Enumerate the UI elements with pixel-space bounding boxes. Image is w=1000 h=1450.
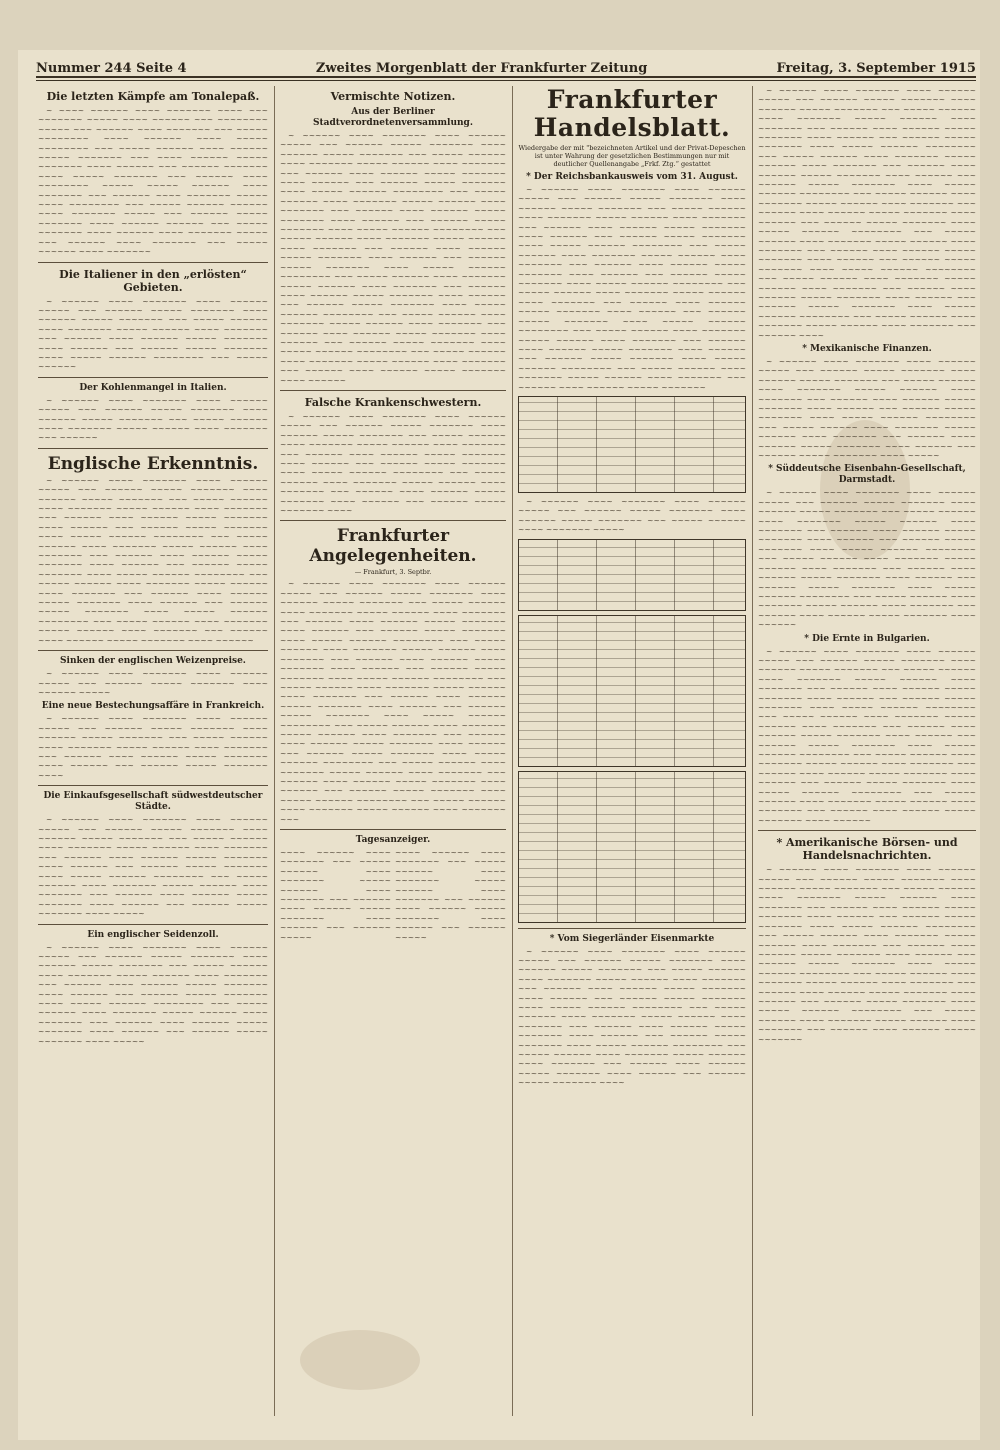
article-text: ~ ~~~~~~ ~~~~ ~~~~~~~ ~~~~ ~~~~~~ ~~~~~ ~~~ ~~~~~~ ~~~~~ ~~~~~~~ ~~~~ ~~~~~~ ~~~~~ ~~~~~~~ ~~~ ~~~~~ ~~~~~~ ~~~~ ~~~~~~~ ~~~~~ ~~~~~~ ~~~~ ~~~~~~~ ~~~ ~~~~~~ ~~~~ ~~~~~~ ~~~~~ ~~~~~~~ ~~~~ ~~~~~~ ~~~ ~~~~~~ ~~~~~ ~~~~~~~ ~~~~ ~~~~~ ~~~~~~ ~~~~~~~~ ~~~ ~~~~~ ~~~~~~ ~~~~ ~~~~~~~ ~~~~~ ~~~~~~ ~~~~ ~~~~~~~ ~~~ ~~~~~~ ~~~~ ~~~~~~ ~~~~~ ~~~~~~~ ~~~~ ~~~~~~ ~~~ ~~~~~~ ~~~~~ ~~~~~~~ ~~~~ ~~~~~ ~~~~~~ ~~~~~~~~ ~~~ ~~~~~ ~~~~~~ ~~~~ ~~~~~~~ ~~~~~ ~~~~~~ ~~~~ ~~~~~~~ ~~~ ~~~~~~ ~~~~ ~~~~~~ ~~~~~ ~~~~~~~ ~~~~ ~~~~~~ ~~~ ~~~~~~ ~~~~~ ~~~~~~~ ~~~~ ~~~~~ ~~~~~~ ~~~~~~~~ ~~~ ~~~~~ ~~~~~~ ~~~~ ~~~~~~~ ~~~~~ ~~~~~~ ~~~~ ~~~~~~~ ~~~ ~~~~~~ ~~~~ ~~~~~~ ~~~~~ ~~~~~~~ ~~~~ ~~~~~~ ~~~ ~~~~~~ ~~~~~ ~~~~~~~ ~~~~ ~~~~~ ~~~~~~ ~~~~~~~~ ~~~ ~~~~~ ~~~~~~ ~~~~ ~~~~~~~ ~~~~~ ~~~~~~ ~~~~ ~~~~~~~ ~~~ ~~~~~~ ~~~~ ~~~~~~ ~~~~~ ~~~~~~~ bbox=[518, 185, 746, 392]
headline: Englische Erkenntnis. bbox=[47, 453, 259, 474]
article-text: ~ ~~~~~~ ~~~~ ~~~~~~~ ~~~~ ~~~~~~ ~~~~~ ~~~ ~~~~~~ ~~~~~ ~~~~~~~ ~~~~ ~~~~~~ ~~~~~ ~~~~~~~ ~~~ ~~~~~ ~~~~~~ ~~~~ ~~~~~~~ ~~~~~ ~~~~~~ ~~~~ ~~~~~~~ ~~~ ~~~~~~ ~~~~ ~~~~~~ ~~~~~ ~~~~~~~ ~~~~ ~~~~~~ ~~~ ~~~~~~ ~~~~~ ~~~~~~~ ~~~~ ~~~~~ ~~~~~~ ~~~~~~~~ ~~~ ~~~~~ ~~~~~~ ~~~~ ~~~~~~~ ~~~~~ ~~~~~~ ~~~~ ~~~~~~~ ~~~ ~~~~~~ ~~~~ ~~~~~~ ~~~~~ ~~~~~~~ ~~~~ ~~~~~~ ~~~ ~~~~~~ ~~~~~ ~~~~~~~ ~~~~ ~~~~~ ~~~~~~ ~~~~~~~~ ~~~ ~~~~~ ~~~~~~ ~~~~ ~~~~~~~ ~~~~~ ~~~~~~ ~~~~ ~~~~~~~ ~~~ ~~~~~~ ~~~~ ~~~~~~ ~~~~~ ~~~~~~~ ~~~~ ~~~~~~ ~~~ ~~~~~~ ~~~~~ ~~~~~~~ ~~~~ ~~~~~ ~~~~~~ ~~~~~~~~ ~~~ ~~~~~ ~~~~~~ ~~~~ ~~~~~~~ ~~~~~ ~~~~~~ ~~~~ ~~~~~~~ ~~~ ~~~~~~ ~~~~ ~~~~~~ ~~~~~ ~~~~~~~ ~~~~ ~~~~~~ ~~~ ~~~~~~ ~~~~~ ~~~~~~~ ~~~~ ~~~~~ ~~~~~~ ~~~~~~~~ ~~~ ~~~~~ ~~~~~~ ~~~~ ~~~~~~~ ~~~~~ ~~~~~~ ~~~~ ~~~~~~~ ~~~ ~~~~~~ ~~~~ ~~~~~~ ~~~~~ ~~~~~~~ ~~~~ ~~~~~~ ~~~ ~~~~~~ ~~~~~ ~~~~~~~ ~~~~ ~~~~~ ~~~~~~ ~~~~~~~~ ~~~ ~~~~~ ~~~~~~ ~~~~ ~~~~~~~ ~~~~~ ~~~~~~ ~~~~ ~~~~~~~ ~~~ bbox=[280, 579, 506, 824]
dateline: — Frankfurt, 3. Septbr. bbox=[354, 568, 432, 577]
headline: Frankfurter Angelegenheiten. bbox=[309, 526, 477, 567]
column-rule bbox=[512, 86, 513, 1416]
column-2 bbox=[280, 86, 506, 1421]
article-text: ~ ~~~~~~ ~~~~ ~~~~~~~ ~~~~ ~~~~~~ ~~~~~ ~~~ ~~~~~~ ~~~~~ ~~~~~~~ ~~~~ ~~~~~~ ~~~~~ ~~~~~~~ ~~~ ~~~~~ ~~~~~~ ~~~~ ~~~~~~~ ~~~~~ ~~~~~~ ~~~~ ~~~~~~~ ~~~ ~~~~~~ ~~~~ ~~~~~~ ~~~~~ ~~~~~~~ ~~~~ ~~~~~~ ~~~ ~~~~~~ ~~~~~ ~~~~~~~ ~~~~ ~~~~~ ~~~~~~ ~~~~~~~~ ~~~ ~~~~~ ~~~~~~ ~~~~ ~~~~~~~ ~~~~~ ~~~~~~ ~~~~ ~~~~~~~ ~~~ ~~~~~~ ~~~~ ~~~~~~ ~~~~~ ~~~~~~~ ~~~~ ~~~~~~ ~~~ ~~~~~~ ~~~~~ ~~~~~~~ ~~~~ ~~~~~ ~~~~~~ ~~~~~~~~ ~~~ ~~~~~ ~~~~~~ ~~~~ ~~~~~~~ ~~~~~ ~~~~~~ ~~~~ ~~~~~~~ ~~~ ~~~~~~ ~~~~ ~~~~~~ ~~~~~ ~~~~~~~ ~~~~ ~~~~~~ ~~~ ~~~~~~ ~~~~~ ~~~~~~~ ~~~~ bbox=[518, 946, 746, 1088]
headline: Eine neue Bestechungsaffäre in Frankreich. bbox=[41, 701, 265, 712]
statistics-table bbox=[518, 396, 746, 493]
headline: * Mexikanische Finanzen. bbox=[802, 343, 932, 354]
column-rule bbox=[752, 86, 753, 1416]
article-text: ~ ~~~~~~ ~~~~ ~~~~~~~ ~~~~ ~~~~~~ ~~~~~ ~~~ ~~~~~~ ~~~~~ ~~~~~~~ ~~~~ ~~~~~~ ~~~~~ ~~~~~~~ ~~~ ~~~~~ ~~~~~~ ~~~~ ~~~~~~~ ~~~~~ ~~~~~~ ~~~~ ~~~~~~~ ~~~ ~~~~~~ bbox=[38, 395, 268, 443]
statistics-table bbox=[518, 615, 746, 767]
headline: Falsche Krankenschwestern. bbox=[304, 395, 482, 409]
header-rule bbox=[36, 80, 976, 81]
headline: Tagesanzeiger. bbox=[355, 835, 431, 845]
headline: * Vom Siegerländer Eisenmarkte bbox=[549, 933, 715, 944]
headline: * Amerikanische Börsen- und Handelsnachrichten. bbox=[776, 836, 958, 863]
headline: Die letzten Kämpfe am Tonalepaß. bbox=[46, 90, 260, 103]
masthead-line: Zweites Morgenblatt der Frankfurter Zeitung bbox=[315, 61, 648, 76]
section-subtitle: Wiedergabe der mit "bezeichneten Artikel und der Privat-Depeschen ist unter Wahrung der gesetzlichen Bestimmungen nur mit deutlicher Quellenangabe „Frkf. Ztg.“ gestattet bbox=[518, 144, 746, 168]
headline: Vermischte Notizen. bbox=[330, 90, 456, 103]
headline: Sinken der englischen Weizenpreise. bbox=[60, 656, 246, 667]
statistics-table bbox=[518, 771, 746, 923]
article-text: ~ ~~~~~~ ~~~~ ~~~~~~~ ~~~~ ~~~~~~ ~~~~~ ~~~ ~~~~~~ ~~~~~ ~~~~~~~ ~~~~ ~~~~~~ ~~~~~ ~~~~~~~ ~~~ ~~~~~ ~~~~~~ ~~~~ ~~~~~~~ ~~~~~ ~~~~~~ ~~~~ ~~~~~~~ ~~~ ~~~~~~ ~~~~ ~~~~~~ ~~~~~ ~~~~~~~ ~~~~ ~~~~~~ ~~~ ~~~~~~ ~~~~~ ~~~~~~~ ~~~~ ~~~~~ ~~~~~~ ~~~~~~~~ ~~~ ~~~~~ ~~~~~~ ~~~~ ~~~~~~~ ~~~~~ ~~~~~~ ~~~~ ~~~~~~~ ~~~ ~~~~~~ ~~~~ ~~~~~~ ~~~~~ ~~~~~~~ ~~~~ ~~~~~~ ~~~ ~~~~~~ ~~~~~ ~~~~~~~ ~~~~ ~~~~~ ~~~~~~ ~~~~~~~~ ~~~ ~~~~~ ~~~~~~ ~~~~ ~~~~~~~ ~~~~~ ~~~~~~ ~~~~ ~~~~~~~ ~~~ ~~~~~~ ~~~~ ~~~~~~ ~~~~~ ~~~~~~~ ~~~~ ~~~~~~ ~~~ ~~~~~~ ~~~~~ ~~~~~~~ ~~~~ ~~~~~ ~~~~~~ ~~~~~~~~ ~~~ ~~~~~ ~~~~~~ ~~~~ ~~~~~~~ ~~~~~ ~~~~~~ ~~~~ ~~~~~~~ ~~~ ~~~~~~ ~~~~ ~~~~~~ ~~~~~ ~~~~~~~ ~~~~ ~~~~~~ bbox=[758, 646, 976, 825]
headline: * Süddeutsche Eisenbahn-Gesellschaft, Darmstadt. bbox=[768, 464, 966, 486]
statistics-table bbox=[518, 539, 746, 611]
article-text: ~ ~~~~~~ ~~~~ ~~~~~~~ ~~~~ ~~~~~~ ~~~~~ ~~~ ~~~~~~ ~~~~~ ~~~~~~~ ~~~~ ~~~~~~ ~~~~~ ~~~~~~~ ~~~ ~~~~~ ~~~~~~ ~~~~ ~~~~~~~ ~~~~~ ~~~~~~ ~~~~ ~~~~~~~ ~~~ ~~~~~~ ~~~~ ~~~~~~ ~~~~~ ~~~~~~~ ~~~~ ~~~~~~ ~~~ ~~~~~~ ~~~~~ ~~~~~~~ ~~~~ bbox=[38, 714, 268, 780]
issue-date: Freitag, 3. September 1915 bbox=[776, 61, 976, 76]
article-text: ~ ~~~~~~ ~~~~ ~~~~~~~ ~~~~ ~~~~~~ ~~~~~ ~~~ ~~~~~~ ~~~~~ ~~~~~~~ ~~~~ ~~~~~~ ~~~~~ ~~~~~~~ ~~~ ~~~~~ ~~~~~~ ~~~~ ~~~~~~~ ~~~~~ ~~~~~~ ~~~~ ~~~~~~~ ~~~ ~~~~~~ ~~~~ ~~~~~~ ~~~~~ ~~~~~~~ ~~~~ ~~~~~~ ~~~ ~~~~~~ ~~~~~ ~~~~~~~ ~~~~ ~~~~~ ~~~~~~ ~~~~~~~~ ~~~ ~~~~~ ~~~~~~ ~~~~ ~~~~~~~ ~~~~~ ~~~~~~ ~~~~ ~~~~~~~ ~~~ ~~~~~~ ~~~~ ~~~~~~ ~~~~~ ~~~~~~~ ~~~~ ~~~~~~ ~~~ ~~~~~~ ~~~~~ ~~~~~~~ ~~~~ ~~~~~ ~~~~~~ ~~~~~~~~ ~~~ ~~~~~ ~~~~~~ ~~~~ ~~~~~~~ ~~~~~ ~~~~~~ ~~~~ ~~~~~~~ ~~~ ~~~~~~ ~~~~ ~~~~~~ ~~~~~ ~~~~~~~ ~~~~ ~~~~~~ ~~~ ~~~~~~ ~~~~~ ~~~~~~~ ~~~~ ~~~~~ ~~~~~~ ~~~~~~~~ ~~~ ~~~~~ ~~~~~~ ~~~~ ~~~~~~~ ~~~~~ ~~~~~~ ~~~~ ~~~~~~~ ~~~ ~~~~~~ ~~~~ ~~~~~~ ~~~~~ ~~~~~~~ ~~~~ ~~~~~~ bbox=[38, 475, 268, 645]
column-4 bbox=[758, 86, 976, 1421]
article-text: ~ ~~~~~~ ~~~~ ~~~~~~~ ~~~~ ~~~~~~ ~~~~~ ~~~ ~~~~~~ ~~~~~ ~~~~~~~ ~~~~ ~~~~~~ ~~~~~ ~~~~~~~ ~~~ ~~~~~ ~~~~~~ ~~~~ ~~~~~~~ ~~~~~ ~~~~~~ ~~~~ ~~~~~~~ ~~~ ~~~~~~ ~~~~ ~~~~~~ ~~~~~ ~~~~~~~ ~~~~ ~~~~~~ ~~~ ~~~~~~ ~~~~~ ~~~~~~~ ~~~~ ~~~~~ ~~~~~~ ~~~~~~~~ ~~~ ~~~~~ ~~~~~~ ~~~~ ~~~~~~~ ~~~~~ ~~~~~~ ~~~~ ~~~~~~~ ~~~ ~~~~~~ ~~~~ ~~~~~~ ~~~~~ ~~~~~~~ ~~~~ ~~~~~~ ~~~ ~~~~~~ ~~~~~ ~~~~~~~ ~~~~ ~~~~~ ~~~~~~ ~~~~~~~~ ~~~ ~~~~~ ~~~~~~ ~~~~ ~~~~~~~ ~~~~~ ~~~~~~ ~~~~ ~~~~~~~ ~~~ ~~~~~~ ~~~~ ~~~~~~ ~~~~~ ~~~~~~~ ~~~~ ~~~~~~ ~~~ ~~~~~~ ~~~~~ ~~~~~~~ ~~~~ ~~~~~ ~~~~~~ ~~~~~~~~ ~~~ ~~~~~ ~~~~~~ ~~~~ ~~~~~~~ ~~~~~ ~~~~~~ ~~~~ ~~~~~~~ ~~~ ~~~~~~ ~~~~ ~~~~~~ ~~~~~ ~~~~~~~ ~~~~ ~~~~~~ ~~~ ~~~~~~ ~~~~~ ~~~~~~~ ~~~~ ~~~~~ ~~~~~~ ~~~~~~~~ ~~~ ~~~~~ ~~~~~~ ~~~~ ~~~~~~~ ~~~~~ ~~~~~~ ~~~~ ~~~~~~~ ~~~ ~~~~~~ ~~~~ ~~~~~~ ~~~~~ ~~~~~~~ ~~~~ ~~~~~~ ~~~ ~~~~~~ ~~~~~ ~~~~~~~ ~~~~ ~~~~~ ~~~~~~ ~~~~~~~~ ~~~ ~~~~~ ~~~~~~ ~~~~ ~~~~~~~ ~~~~~ ~~~~~~ ~~~~ ~~~~~~~ ~~~ ~~~~~~ ~~~~ ~~~~~~ ~~~~~ ~~~~~~~ ~~~~ ~~~~~~ bbox=[280, 131, 506, 385]
page-header bbox=[36, 54, 976, 78]
headline: * Die Ernte in Bulgarien. bbox=[804, 633, 930, 644]
article-text: ~ ~~~~~~ ~~~~ ~~~~~~~ ~~~~ ~~~~~~ ~~~~~ ~~~ ~~~~~~ ~~~~~ ~~~~~~~ ~~~~ ~~~~~~ ~~~~~ ~~~~~~~ ~~~ ~~~~~ ~~~~~~ ~~~~ ~~~~~~~ ~~~~~ ~~~~~~ ~~~~ ~~~~~~~ ~~~ ~~~~~~ ~~~~ ~~~~~~ ~~~~~ ~~~~~~~ ~~~~ ~~~~~~ ~~~ ~~~~~~ ~~~~~ ~~~~~~~ ~~~~ ~~~~~ ~~~~~~ ~~~~~~~~ ~~~ ~~~~~ ~~~~~~ ~~~~ ~~~~~~~ ~~~~~ ~~~~~~ ~~~~ ~~~~~~~ ~~~ ~~~~~~ ~~~~ ~~~~~~ ~~~~~ ~~~~~~~ ~~~~ ~~~~~~ ~~~ ~~~~~~ ~~~~~ ~~~~~~~ ~~~~ ~~~~~ ~~~~~~ ~~~~~~~~ ~~~ ~~~~~ ~~~~~~ ~~~~ ~~~~~~~ ~~~~~ ~~~~~~ ~~~~ ~~~~~~~ ~~~ ~~~~~~ ~~~~ ~~~~~~ ~~~~~ ~~~~~~~ ~~~~ ~~~~~~ bbox=[758, 488, 976, 630]
article-text: ~ ~~~~~~ ~~~~ ~~~~~~~ ~~~~ ~~~~~~ ~~~~~ ~~~ ~~~~~~ ~~~~~ ~~~~~~~ ~~~~ ~~~~~~ ~~~~~ ~~~~~~~ ~~~ ~~~~~ ~~~~~~ ~~~~ ~~~~~~~ ~~~~~ ~~~~~~ ~~~~ ~~~~~~~ ~~~ ~~~~~~ ~~~~ ~~~~~~ ~~~~~ ~~~~~~~ ~~~~ ~~~~~~ ~~~ ~~~~~~ ~~~~~ ~~~~~~~ ~~~~ ~~~~~ ~~~~~~ ~~~~~~~~ ~~~ ~~~~~ ~~~~~~ ~~~~ ~~~~~~~ ~~~~~ ~~~~~~ ~~~~ ~~~~~~~ ~~~ ~~~~~~ ~~~~ ~~~~~~ ~~~~~ ~~~~~~~ ~~~~ ~~~~~~ ~~~ ~~~~~~ ~~~~~ ~~~~~~~ ~~~~ ~~~~~ bbox=[38, 815, 268, 919]
listing-col: ~~~~ ~~~~~~ ~~~~ ~~~~~~~ ~~~ ~~~~~ ~~~~~~ ~~~~ ~~~~~~~ ~~~~~ ~~~~~~ ~~~~ ~~~~~~~ ~~~ ~~~~~~ ~~~~ ~~~~~~ ~~~~~ ~~~~~~~ ~~~~ ~~~~~~ ~~~ ~~~~~~ ~~~~~ bbox=[395, 848, 506, 942]
page-number: Nummer 244 Seite 4 bbox=[36, 61, 187, 76]
article-text: ~ ~~~~~~ ~~~~ ~~~~~~~ ~~~~ ~~~~~~ ~~~~~ ~~~ ~~~~~~ ~~~~~ ~~~~~~~ ~~~~ ~~~~~~ ~~~~~ ~~~~~~~ ~~~ ~~~~~ ~~~~~~ ~~~~ ~~~~~~~ ~~~~~ ~~~~~~ ~~~~ ~~~~~~~ ~~~ ~~~~~~ ~~~~ ~~~~~~ ~~~~~ ~~~~~~~ ~~~~ ~~~~~~ ~~~ ~~~~~~ ~~~~~ ~~~~~~~ ~~~~ ~~~~~ ~~~~~~ ~~~~~~~~ ~~~ ~~~~~ ~~~~~~ ~~~~ ~~~~~~~ ~~~~~ ~~~~~~ ~~~~ ~~~~~~~ ~~~ ~~~~~~ ~~~~ ~~~~~~ ~~~~~ ~~~~~~~ ~~~~ ~~~~~~ ~~~ ~~~~~~ ~~~~~ ~~~~~~~ ~~~~ ~~~~~ ~~~~~~ ~~~~~~~~ ~~~ ~~~~~ ~~~~~~ ~~~~ ~~~~~~~ ~~~~~ ~~~~~~ ~~~~ ~~~~~~~ ~~~ ~~~~~~ ~~~~ ~~~~~~ ~~~~~ ~~~~~~~ ~~~~ ~~~~~~ ~~~ ~~~~~~ ~~~~~ ~~~~~~~ ~~~~ ~~~~~ ~~~~~~ ~~~~~~~~ ~~~ ~~~~~ ~~~~~~ ~~~~ ~~~~~~~ ~~~~~ ~~~~~~ ~~~~ ~~~~~~~ ~~~ ~~~~~~ ~~~~ ~~~~~~ ~~~~~ ~~~~~~~ bbox=[758, 865, 976, 1044]
headline: Die Italiener in den „erlösten“ Gebieten. bbox=[59, 267, 247, 294]
headline: Die Einkaufsgesellschaft südwestdeutscher Städte. bbox=[43, 791, 263, 813]
headline: * Der Reichsbankausweis vom 31. August. bbox=[526, 172, 738, 182]
article-text: ~ ~~~~~~ ~~~~ ~~~~~~~ ~~~~ ~~~~~~ ~~~~~ ~~~ ~~~~~~ ~~~~~ ~~~~~~~ ~~~~ ~~~~~~ ~~~~~ ~~~~~~~ ~~~ ~~~~~ ~~~~~~ ~~~~ ~~~~~~~ ~~~~~ ~~~~~~ ~~~~ ~~~~~~~ ~~~ ~~~~~~ ~~~~ ~~~~~~ ~~~~~ ~~~~~~~ ~~~~ ~~~~~~ ~~~ ~~~~~~ ~~~~~ ~~~~~~~ ~~~~ ~~~~~ ~~~~~~ ~~~~~~~~ ~~~ ~~~~~ ~~~~~~ ~~~~ ~~~~~~~ ~~~~~ ~~~~~~ ~~~~ ~~~~~~~ ~~~ ~~~~~~ ~~~~ ~~~~~~ ~~~~~ ~~~~~~~ ~~~~ ~~~~~~ ~~~ ~~~~~~ ~~~~~ ~~~~~~~ ~~~~ ~~~~~ bbox=[758, 356, 976, 461]
article-text: ~ ~~~~~~ ~~~~ ~~~~~~~ ~~~~ ~~~~~~ ~~~~~ ~~~ ~~~~~~ ~~~~~ ~~~~~~~ ~~~~ ~~~~~~ ~~~~~ ~~~~~~~ ~~~ ~~~~~ ~~~~~~ ~~~~ ~~~~~~~ ~~~~~ ~~~~~~ ~~~~ ~~~~~~~ ~~~ ~~~~~~ ~~~~ ~~~~~~ ~~~~~ ~~~~~~~ ~~~~ ~~~~~~ ~~~ ~~~~~~ ~~~~~ ~~~~~~~ ~~~~ ~~~~~ ~~~~~~ ~~~~~~~~ ~~~ ~~~~~ ~~~~~~ ~~~~ ~~~~~~~ ~~~~~ ~~~~~~ ~~~~ ~~~~~~~ ~~~ ~~~~~~ ~~~~ ~~~~~~ ~~~~~ ~~~~~~~ ~~~~ ~~~~~~ ~~~ ~~~~~~ ~~~~~ ~~~~~~~ ~~~~ bbox=[280, 411, 506, 516]
subheadline: Aus der Berliner Stadtverordnetenversammlung. bbox=[313, 107, 473, 128]
article-text: ~ ~~~~~~ ~~~~ ~~~~~~~ ~~~~ ~~~~~~ ~~~~~ ~~~ ~~~~~~ ~~~~~ ~~~~~~~ ~~~~ ~~~~~~ ~~~~~ ~~~~~~~ ~~~ ~~~~~ ~~~~~~ ~~~~ ~~~~~~~ ~~~~~ bbox=[518, 496, 746, 535]
section-title: Frankfurter Handelsblatt. bbox=[533, 86, 731, 142]
column-rule bbox=[274, 86, 275, 1416]
article-text: ~ ~~~~ ~~~~~~ ~~~~ ~~~~~~~ ~~~~ ~~~ ~~~~~~~ ~~~~~ ~~~~ ~~~~~~ ~~~ ~~~~~~~~ ~~~~~ ~~~ ~~~~~~ ~~~~ ~~~~~~~ ~~~ ~~~~~ ~~~~~~~~ ~~~~ ~~~~~~ ~~~~ ~~~~~ ~~~~~~~~ ~~~ ~~~~~ ~~~~~~ ~~~~ ~~~~~~ ~~~~~ ~~~~~~~ ~~~ ~~~~ ~~~~~~ ~~~~~ ~~~~~~~ ~~~~ ~~~~~~ ~~~ ~~~~~~ ~~~~~~~ ~~~~ ~~~~~ ~~~~~~~ ~~~ ~~~~~~ ~~~~ ~~~~~~~~ ~~~~~ ~~~~~ ~~~~~~ ~~~~ ~~~~~~~ ~~~ ~~~~~~ ~~~~ ~~~~~~~ ~~~~~ ~~~~ ~~~~~~~~ ~~~ ~~~~~ ~~~~~~ ~~~~~~ ~~~~ ~~~~~~~ ~~~~~ ~~~ ~~~~~~ ~~~~~ ~~~~~~~ ~~~~ ~~~~~~ ~~~~~~ ~~~ ~~~~~ ~~~~~~~ ~~~~ ~~~~~~ ~~~~ ~~~~~~~ ~~~~~ ~~~ ~~~~~~ ~~~~ ~~~~~~~ ~~~ ~~~~~ ~~~~~~ ~~~~ ~~~~~~~ bbox=[38, 106, 268, 257]
listing-col: ~~~~ ~~~~~~ ~~~~ ~~~~~~~ ~~~ ~~~~~ ~~~~~~ ~~~~ ~~~~~~~ ~~~~~ ~~~~~~ ~~~~ ~~~~~~~ ~~~ ~~~~~~ ~~~~ ~~~~~~ ~~~~~ ~~~~~~~ ~~~~ ~~~~~~ ~~~ ~~~~~~ ~~~~~ bbox=[280, 848, 391, 942]
column-3 bbox=[518, 86, 746, 1421]
article-text: ~ ~~~~~~ ~~~~ ~~~~~~~ ~~~~ ~~~~~~ ~~~~~ ~~~ ~~~~~~ ~~~~~ ~~~~~~~ ~~~~ ~~~~~~ ~~~~~ ~~~~~~~ ~~~ ~~~~~ ~~~~~~ ~~~~ ~~~~~~~ ~~~~~ ~~~~~~ ~~~~ ~~~~~~~ ~~~ ~~~~~~ ~~~~ ~~~~~~ ~~~~~ ~~~~~~~ ~~~~ ~~~~~~ ~~~ ~~~~~~ ~~~~~ ~~~~~~~ ~~~~ ~~~~~ ~~~~~~ ~~~~~~~~ ~~~ ~~~~~ ~~~~~~ ~~~~ ~~~~~~~ ~~~~~ ~~~~~~ ~~~~ ~~~~~~~ ~~~ ~~~~~~ ~~~~ ~~~~~~ ~~~~~ ~~~~~~~ ~~~~ ~~~~~~ ~~~ ~~~~~~ ~~~~~ ~~~~~~~ ~~~~ ~~~~~ bbox=[38, 942, 268, 1046]
listings bbox=[280, 848, 506, 942]
article-text: ~ ~~~~~~ ~~~~ ~~~~~~~ ~~~~ ~~~~~~ ~~~~~ ~~~ ~~~~~~ ~~~~~ ~~~~~~~ ~~~~ ~~~~~~ ~~~~~ ~~~~~~~ ~~~ ~~~~~ ~~~~~~ ~~~~ ~~~~~~~ ~~~~~ ~~~~~~ ~~~~ ~~~~~~~ ~~~ ~~~~~~ ~~~~ ~~~~~~ ~~~~~ ~~~~~~~ ~~~~ ~~~~~~ ~~~ ~~~~~~ ~~~~~ ~~~~~~~ ~~~~ ~~~~~ ~~~~~~ ~~~~~~~~ ~~~ ~~~~~ ~~~~~~ bbox=[38, 296, 268, 372]
headline: Ein englischer Seidenzoll. bbox=[87, 929, 219, 940]
article-text: ~ ~~~~~~ ~~~~ ~~~~~~~ ~~~~ ~~~~~~ ~~~~~ ~~~ ~~~~~~ ~~~~~ ~~~~~~~ ~~~~ ~~~~~~ ~~~~~ bbox=[38, 669, 268, 697]
headline: Der Kohlenmangel in Italien. bbox=[79, 382, 227, 393]
column-1 bbox=[38, 86, 268, 1421]
article-text: ~ ~~~~~~ ~~~~ ~~~~~~~ ~~~~ ~~~~~~ ~~~~~ ~~~ ~~~~~~ ~~~~~ ~~~~~~~ ~~~~ ~~~~~~ ~~~~~ ~~~~~~~ ~~~ ~~~~~ ~~~~~~ ~~~~ ~~~~~~~ ~~~~~ ~~~~~~ ~~~~ ~~~~~~~ ~~~ ~~~~~~ ~~~~ ~~~~~~ ~~~~~ ~~~~~~~ ~~~~ ~~~~~~ ~~~ ~~~~~~ ~~~~~ ~~~~~~~ ~~~~ ~~~~~ ~~~~~~ ~~~~~~~~ ~~~ ~~~~~ ~~~~~~ ~~~~ ~~~~~~~ ~~~~~ ~~~~~~ ~~~~ ~~~~~~~ ~~~ ~~~~~~ ~~~~ ~~~~~~ ~~~~~ ~~~~~~~ ~~~~ ~~~~~~ ~~~ ~~~~~~ ~~~~~ ~~~~~~~ ~~~~ ~~~~~ ~~~~~~ ~~~~~~~~ ~~~ ~~~~~ ~~~~~~ ~~~~ ~~~~~~~ ~~~~~ ~~~~~~ ~~~~ ~~~~~~~ ~~~ ~~~~~~ ~~~~ ~~~~~~ ~~~~~ ~~~~~~~ ~~~~ ~~~~~~ ~~~ ~~~~~~ ~~~~~ ~~~~~~~ ~~~~ ~~~~~ ~~~~~~ ~~~~~~~~ ~~~ ~~~~~ ~~~~~~ ~~~~ ~~~~~~~ ~~~~~ ~~~~~~ ~~~~ ~~~~~~~ ~~~ ~~~~~~ ~~~~ ~~~~~~ ~~~~~ ~~~~~~~ ~~~~ ~~~~~~ ~~~ ~~~~~~ ~~~~~ ~~~~~~~ ~~~~ ~~~~~ ~~~~~~ ~~~~~~~~ ~~~ ~~~~~ ~~~~~~ ~~~~ ~~~~~~~ ~~~~~ ~~~~~~ ~~~~ ~~~~~~~ ~~~ ~~~~~~ ~~~~ ~~~~~~ ~~~~~ ~~~~~~~ ~~~~ ~~~~~~ ~~~ ~~~~~~ ~~~~~ ~~~~~~~ ~~~~ ~~~~~ ~~~~~~ ~~~~~~~~ ~~~ ~~~~~ ~~~~~~ ~~~~ ~~~~~~~ ~~~~~ ~~~~~~ ~~~~ ~~~~~~~ ~~~ ~~~~~~ ~~~~ bbox=[758, 86, 976, 340]
